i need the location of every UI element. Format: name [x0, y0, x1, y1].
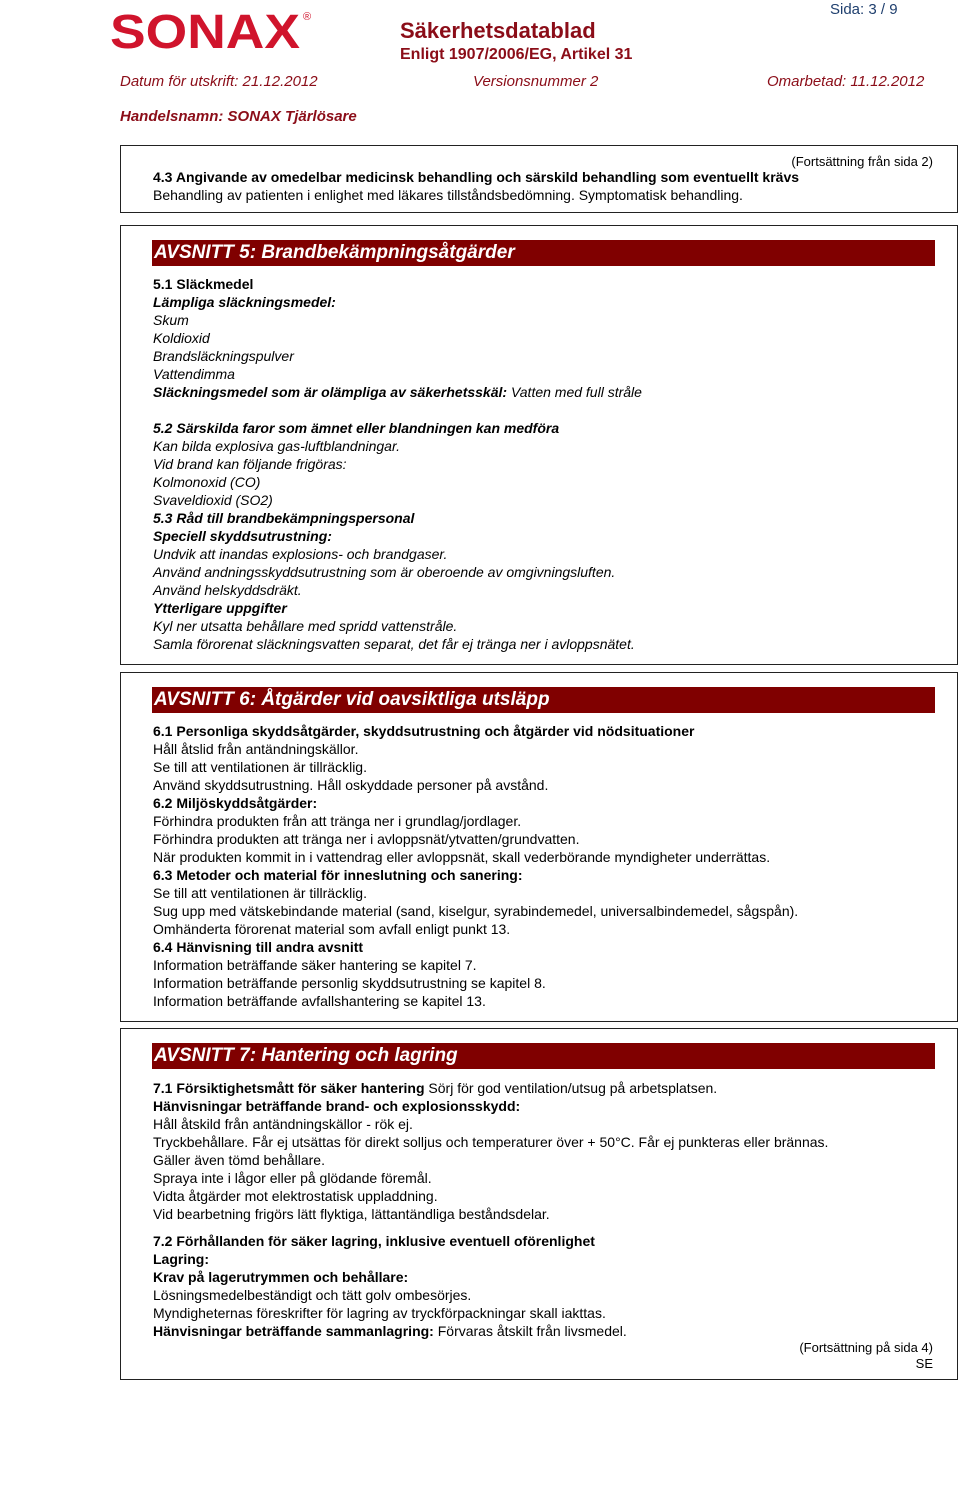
list-item: Kan bilda explosiva gas-luftblandningar.	[153, 438, 400, 454]
heading-6-4: 6.4 Hänvisning till andra avsnitt	[153, 939, 364, 955]
list-item: Använd helskyddsdräkt.	[153, 582, 302, 598]
section-5-band: AVSNITT 5: Brandbekämpningsåtgärder	[152, 240, 935, 266]
joint-storage-label: Hänvisningar beträffande sammanlagring:	[153, 1323, 434, 1339]
list-item: Håll åtslid från antändningskällor.	[153, 741, 359, 757]
list-item: Gäller även tömd behållare.	[153, 1152, 325, 1168]
list-item: Kyl ner utsatta behållare med spridd vattenstråle.	[153, 618, 458, 634]
list-item: Håll åtskild från antändningskällor - rök ej.	[153, 1116, 413, 1132]
list-item: Spraya inte i lågor eller på glödande föremål.	[153, 1170, 432, 1186]
list-item: Se till att ventilationen är tillräcklig.	[153, 759, 367, 775]
list-item: Svaveldioxid (SO2)	[153, 492, 273, 508]
storage-label: Lagring:	[153, 1251, 209, 1267]
document-subtitle: Enligt 1907/2006/EG, Artikel 31	[400, 46, 633, 63]
unsuitable-value: Vatten med full stråle	[507, 384, 642, 400]
suitable-label: Lämpliga släckningsmedel:	[153, 294, 336, 310]
version-number: Versionsnummer 2	[473, 73, 599, 90]
section-7-band: AVSNITT 7: Hantering och lagring	[152, 1043, 935, 1069]
revised-date: Omarbetad: 11.12.2012	[767, 73, 925, 90]
list-item: Använd andningsskyddsutrustning som är oberoende av omgivningsluften.	[153, 564, 616, 580]
section-5-panel	[120, 225, 958, 665]
section-4-panel	[120, 145, 958, 213]
section-4-3-text: Behandling av patienten i enlighet med läkares tillståndsbedömning. Symptomatisk behandling.	[153, 187, 743, 203]
heading-5-1: 5.1 Släckmedel	[153, 276, 254, 292]
list-item: Lösningsmedelbeständigt och tätt golv ombesörjes.	[153, 1287, 472, 1303]
list-item: Tryckbehållare. Får ej utsättas för direkt solljus och temperaturer över + 50°C. Får ej punkteras eller brännas.	[153, 1134, 829, 1150]
heading-7-1-text: Sörj för god ventilation/utsug på arbetsplatsen.	[424, 1080, 718, 1096]
print-date: Datum för utskrift: 21.12.2012	[120, 73, 318, 90]
sonax-logo	[110, 6, 320, 56]
section-7-1-line	[153, 1080, 717, 1097]
heading-7-1: 7.1 Försiktighetsmått för säker hantering	[153, 1080, 425, 1096]
joint-storage-value: Förvaras åtskilt från livsmedel.	[433, 1323, 627, 1339]
list-item: Vid bearbetning frigörs lätt flyktiga, lättantändliga beståndsdelar.	[153, 1206, 550, 1222]
continued-from: (Fortsättning från sida 2)	[791, 154, 933, 169]
svg-text:®: ®	[303, 11, 312, 23]
list-item: Information beträffande säker hantering se kapitel 7.	[153, 957, 477, 973]
joint-storage-line	[153, 1323, 627, 1340]
trade-name: Handelsnamn: SONAX Tjärlösare	[120, 108, 357, 125]
language-code: SE	[915, 1356, 933, 1371]
list-item: Omhänderta förorenat material som avfall enligt punkt 13.	[153, 921, 511, 937]
heading-5-3: 5.3 Råd till brandbekämpningspersonal	[153, 510, 415, 526]
section-7-panel	[120, 1028, 958, 1380]
list-item: Se till att ventilationen är tillräcklig.	[153, 885, 367, 901]
list-item: Information beträffande avfallshantering se kapitel 13.	[153, 993, 486, 1009]
unsuitable-line	[153, 384, 642, 401]
fire-protection-label: Hänvisningar beträffande brand- och explosionsskydd:	[153, 1098, 521, 1114]
continued-on: (Fortsättning på sida 4)	[799, 1340, 933, 1355]
svg-text:SONAX: SONAX	[110, 6, 300, 56]
document-title: Säkerhetsdatablad	[400, 18, 596, 43]
list-item: Samla förorenat släckningsvatten separat, det får ej tränga ner i avloppsnätet.	[153, 636, 635, 652]
list-item: När produkten kommit in i vattendrag eller avloppsnät, skall vederbörande myndigheter underrättas.	[153, 849, 771, 865]
list-item: Förhindra produkten från att tränga ner i grundlag/jordlager.	[153, 813, 522, 829]
list-item: Använd skyddsutrustning. Håll oskyddade personer på avstånd.	[153, 777, 549, 793]
list-item: Undvik att inandas explosions- och brandgaser.	[153, 546, 448, 562]
heading-6-2: 6.2 Miljöskyddsåtgärder:	[153, 795, 318, 811]
list-item: Brandsläckningspulver	[153, 348, 294, 364]
heading-7-2: 7.2 Förhållanden för säker lagring, inklusive eventuell oförenlighet	[153, 1233, 595, 1249]
heading-6-3: 6.3 Metoder och material för inneslutning och sanering:	[153, 867, 523, 883]
heading-6-1: 6.1 Personliga skyddsåtgärder, skyddsutrustning och åtgärder vid nödsituationer	[153, 723, 695, 739]
list-item: Vid brand kan följande frigöras:	[153, 456, 347, 472]
protective-equipment-label: Speciell skyddsutrustning:	[153, 528, 332, 544]
list-item: Kolmonoxid (CO)	[153, 474, 261, 490]
section-6-band: AVSNITT 6: Åtgärder vid oavsiktliga utsläpp	[152, 687, 935, 713]
section-6-panel	[120, 672, 958, 1022]
list-item: Skum	[153, 312, 189, 328]
list-item: Förhindra produkten att tränga ner i avloppsnät/ytvatten/grundvatten.	[153, 831, 580, 847]
list-item: Sug upp med vätskebindande material (sand, kiselgur, syrabindemedel, universalbindemedel, sågspån).	[153, 903, 799, 919]
additional-info-label: Ytterligare uppgifter	[153, 600, 287, 616]
heading-5-2: 5.2 Särskilda faror som ämnet eller blandningen kan medföra	[153, 420, 560, 436]
list-item: Vidta åtgärder mot elektrostatisk uppladdning.	[153, 1188, 438, 1204]
section-4-3-heading: 4.3 Angivande av omedelbar medicinsk behandling och särskild behandling som eventuellt krävs	[153, 169, 800, 185]
list-item: Koldioxid	[153, 330, 210, 346]
list-item: Vattendimma	[153, 366, 235, 382]
storage-requirements-label: Krav på lagerutrymmen och behållare:	[153, 1269, 409, 1285]
list-item: Myndigheternas föreskrifter för lagring av tryckförpackningar skall iakttas.	[153, 1305, 606, 1321]
page-number: Sida: 3 / 9	[830, 1, 898, 18]
unsuitable-label: Släckningsmedel som är olämpliga av säkerhetsskäl:	[153, 384, 508, 400]
list-item: Information beträffande personlig skyddsutrustning se kapitel 8.	[153, 975, 546, 991]
